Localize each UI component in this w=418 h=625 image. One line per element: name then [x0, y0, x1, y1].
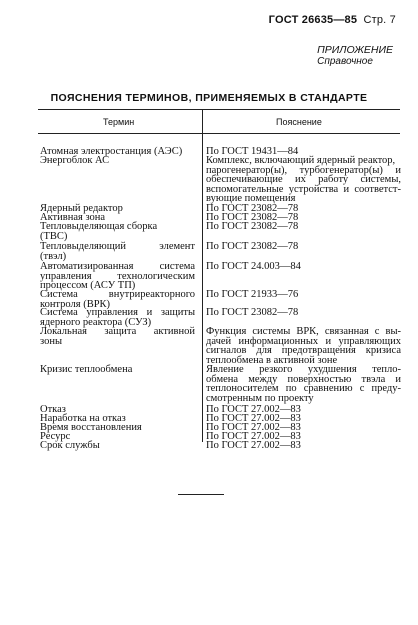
table-top-rule [38, 109, 400, 110]
term-line: Энергоблок АС [40, 155, 110, 166]
table-row-term [40, 156, 195, 166]
term-line: Тепловыделяющий элемент [40, 241, 195, 252]
term-line: (ТВС) [40, 230, 68, 242]
term-line: Время восстановления [40, 422, 142, 433]
table-row-term [40, 365, 195, 375]
column-divider [202, 109, 203, 442]
table-row-explanation [206, 262, 401, 272]
table-row-explanation [206, 327, 401, 365]
explanation-line: обеспечивающие их работу системы, [206, 174, 401, 186]
term-line: Система управления и защиты [40, 307, 195, 318]
appendix-title: ПРИЛОЖЕНИЕ [317, 44, 393, 56]
table-row-explanation [206, 365, 401, 403]
explanation-line: сигналов для предотвращения кризиса [206, 345, 401, 357]
explanation-line: вующие помещения [206, 193, 296, 205]
term-line: Ресурс [40, 431, 71, 442]
term-line: ядерного реактора (СУЗ) [40, 316, 152, 328]
term-line: Локальная защита активной [40, 326, 195, 337]
explanation-line: смотренным по проекту [206, 392, 314, 404]
table-row-explanation [206, 222, 401, 232]
explanation-line: По ГОСТ 19431—84 [206, 146, 299, 157]
table-row-explanation [206, 308, 401, 318]
table-row-explanation [206, 441, 401, 451]
explanation-line: теплообмена в активной зоне [206, 354, 338, 366]
standard-number: ГОСТ 26635—85 [268, 14, 358, 26]
explanation-line: вспомогательные устройства и соответст- [206, 183, 401, 195]
term-line: Кризис теплообмена [40, 364, 133, 375]
term-line: Активная зона [40, 212, 106, 223]
explanation-line: Комплекс, включающий ядерный реактор, [206, 155, 396, 166]
term-line: Срок службы [40, 440, 100, 451]
explanation-line: По ГОСТ 27.002—83 [206, 440, 301, 451]
explanation-line: По ГОСТ 21933—76 [206, 289, 299, 300]
term-line: Отказ [40, 404, 66, 415]
page-header [269, 14, 396, 26]
table-row-term [40, 242, 195, 261]
term-line: Автоматизированная система [40, 261, 195, 272]
term-line: Система внутриреакторного [40, 289, 195, 300]
table-header-rule [38, 133, 400, 134]
explanation-line: По ГОСТ 24.003—84 [206, 261, 301, 272]
explanation-line: По ГОСТ 23082—78 [206, 203, 299, 214]
table-row-explanation [206, 290, 401, 300]
end-rule [178, 494, 224, 495]
explanation-line: теплоносителем по сравнению с преду- [206, 383, 401, 395]
term-line: (твэл) [40, 250, 67, 262]
explanation-line: обмена между поверхностью твэла и [206, 373, 401, 385]
table-row-term [40, 308, 195, 327]
table-row-explanation [206, 242, 401, 252]
explanation-line: парогенератор(ы), турбогенератор(ы) и [206, 164, 401, 176]
column-header-term: Термин [103, 117, 135, 127]
term-line: Наработка на отказ [40, 413, 126, 424]
term-line: Ядерный редактор [40, 203, 123, 214]
explanation-line: Явление резкого ухудшения тепло- [206, 364, 401, 375]
explanation-line: По ГОСТ 23082—78 [206, 212, 299, 223]
appendix-label [317, 44, 393, 68]
table-row-term [40, 262, 195, 291]
explanation-line: дачей информационных и управляющих [206, 335, 401, 347]
explanation-line: По ГОСТ 23082—78 [206, 221, 299, 232]
table-row-explanation [206, 156, 401, 204]
table-row-term [40, 222, 195, 241]
explanation-line: Функция системы ВРК, связанная с вы- [206, 326, 401, 337]
explanation-line: По ГОСТ 23082—78 [206, 241, 299, 252]
term-line: контроля (ВРК) [40, 298, 111, 310]
explanation-line: По ГОСТ 27.002—83 [206, 413, 301, 424]
explanation-line: По ГОСТ 23082—78 [206, 307, 299, 318]
explanation-line: По ГОСТ 27.002—83 [206, 431, 301, 442]
term-line: Тепловыделяющая сборка [40, 221, 158, 232]
explanation-line: По ГОСТ 27.002—83 [206, 404, 301, 415]
section-title: ПОЯСНЕНИЯ ТЕРМИНОВ, ПРИМЕНЯЕМЫХ В СТАНДАРТЕ [50, 92, 368, 104]
table-row-term [40, 327, 195, 346]
explanation-line: По ГОСТ 27.002—83 [206, 422, 301, 433]
appendix-subtitle: Справочное [317, 56, 373, 67]
term-line: зоны [40, 335, 63, 347]
table-row-term [40, 441, 195, 451]
term-line: Атомная электростанция (АЭС) [40, 146, 183, 157]
column-header-explanation: Пояснение [276, 117, 322, 127]
term-line: управления технологическим [40, 270, 195, 282]
page-number: Стр. 7 [363, 14, 396, 26]
term-line: процессом (АСУ ТП) [40, 280, 136, 292]
